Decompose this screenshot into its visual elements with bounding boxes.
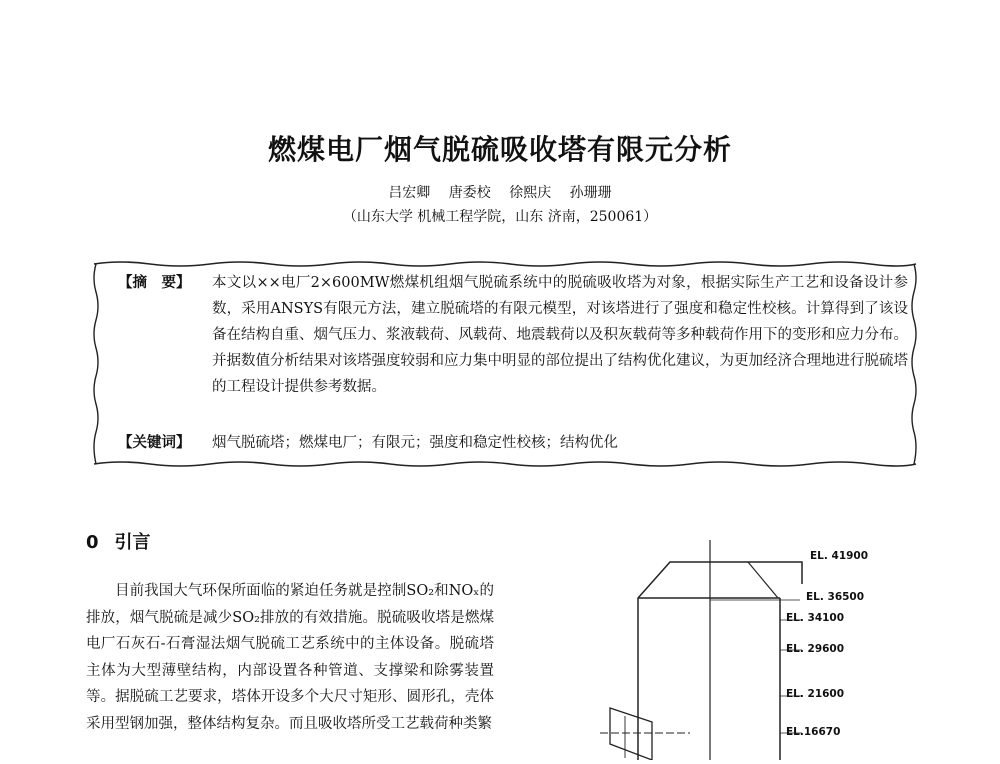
abstract-box — [90, 258, 920, 470]
keywords-text: 烟气脱硫塔；燃煤电厂；有限元；强度和稳定性校核；结构优化 — [212, 435, 618, 451]
elevation-label: EL. 41900 — [810, 550, 869, 562]
abstract-text: 本文以××电厂2×600MW燃煤机组烟气脱硫系统中的脱硫吸收塔为对象，根据实际生产工艺和设备设计参数，采用ANSYS有限元方法，建立脱硫塔的有限元模型，对该塔进行了强度和稳定性校核。计算得到了该设备在结构自重、烟气压力、浆液载荷、风载荷、地震载荷以及积灰载荷等多种载荷作用下的变形和应力分布。并据数值分析结果对该塔强度较弱和应力集中明显的部位提出了结构优化建议，为更加经济合理地进行脱硫塔的工程设计提供参考数据。 — [212, 275, 908, 395]
elevation-label: EL. 36500 — [806, 591, 865, 603]
section-body: 目前我国大气环保所面临的紧迫任务就是控制SO₂和NOₓ的排放，烟气脱硫是减少SO₂排放的有效措施。脱硫吸收塔是燃煤电厂石灰石-石膏湿法烟气脱硫工艺系统中的主体设备。脱硫塔主体为大型薄壁结构，内部设置各种管道、支撑梁和除雾装置等。据脱硫工艺要求，塔体开设多个大尺寸矩形、圆形孔，壳体采用型钢加强，整体结构复杂。而且吸收塔所受工艺载荷种类繁 — [86, 583, 494, 732]
absorber-tower-figure — [580, 540, 880, 764]
section-title: 引言 — [114, 532, 151, 553]
abstract-row — [118, 270, 908, 400]
keywords-row — [118, 430, 908, 456]
section-heading — [86, 528, 151, 554]
roof-diagonal — [748, 562, 778, 598]
paper-title: 燃煤电厂烟气脱硫吸收塔有限元分析 — [267, 133, 732, 166]
elevation-label: EL.16670 — [786, 726, 841, 738]
elevation-label: EL. 29600 — [786, 643, 845, 655]
inlet-duct — [610, 708, 652, 760]
paper-authors: 吕宏卿 唐委校 徐熙庆 孙珊珊 — [388, 185, 612, 201]
elevation-label: EL. 34100 — [786, 612, 845, 624]
roof-outline — [638, 562, 802, 760]
elevation-label: EL. 21600 — [786, 688, 845, 700]
section-number: 0 — [86, 532, 99, 553]
keywords-label: 【关键词】 — [118, 435, 191, 451]
paper-affiliation: （山东大学 机械工程学院，山东 济南，250061） — [342, 209, 658, 225]
abstract-label: 【摘 要】 — [118, 275, 191, 291]
